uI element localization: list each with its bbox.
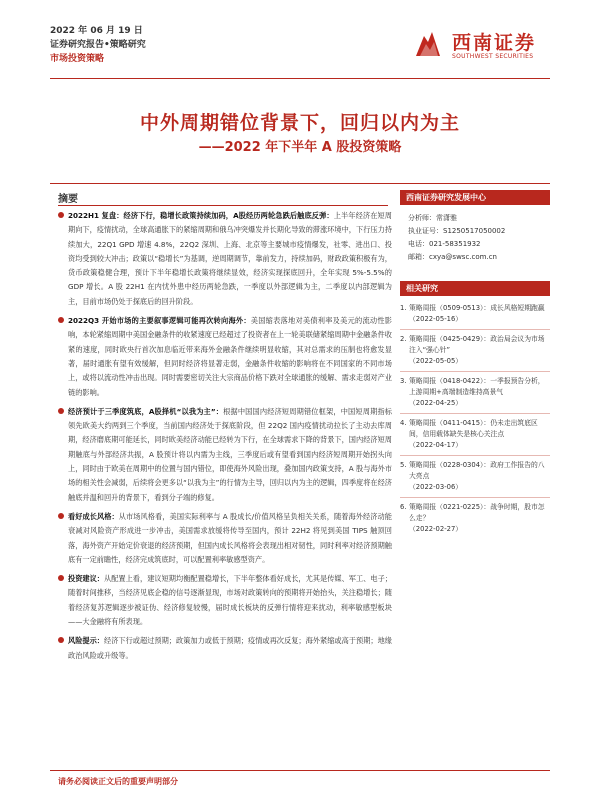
bullet-lead: 2022H1 复盘：经济下行，稳增长政策持续加码，A股经历两轮急跌后触底反弹：: [68, 211, 334, 220]
related-item-date: （2022-05-16）: [409, 315, 463, 323]
related-item-text: 策略周报（0425-0429）：政治局会议为市场注入“强心针”: [409, 335, 545, 354]
related-item-date: （2022-03-06）: [409, 483, 463, 491]
related-item-date: （2022-04-25）: [409, 399, 463, 407]
bullet-body: 从市场风格看，美国实际利率与 A 股成长/价值风格呈负相关关系，随着海外经济动能衰减对风险资产形成进一步冲击，美国需求放缓将传导至国内，预计 22H2 将见到美国 TIPS 触顶回落，海外资产开始定价衰退的经济预期，但国内成长风格将会表现出相对韧性，同时利率对经济预期触底有一定前瞻性，经济完成筑底时，可以配置利率敏感型资产。: [68, 511, 392, 564]
related-divider: [400, 455, 550, 456]
bullet-body: 从配置上看，建议短期均衡配置稳增长，下半年整体看好成长，尤其是传媒、军工、电子；随着时间推移，当经济见底企稳的信号逐渐显现，市场对政策转向的预期将开始抬头，关注稳增长；随着经济复苏逻辑逐步被证伪、经济修复较慢，届时成长板块的反弹行情将迎来扰动，利率敏感型板块——大金融将有所表现。: [68, 574, 392, 627]
abstract-bullet: [58, 510, 392, 567]
analyst-license: 执业证号：S1250517050002: [408, 227, 506, 235]
analyst-panel: [400, 190, 550, 264]
related-item[interactable]: [400, 376, 550, 409]
analyst-phone: 电话：021-58351932: [408, 240, 481, 248]
logo-emblem-icon: [410, 26, 446, 62]
abstract-bullet: [58, 405, 392, 505]
abstract-bullets: [58, 209, 392, 668]
related-title: 相关研究: [400, 281, 550, 296]
report-title: 中外周期错位背景下，回归以内为主: [139, 112, 460, 134]
related-item-number: 6.: [400, 503, 407, 511]
related-divider: [400, 329, 550, 330]
bullet-body: 经济下行或超过预期；政策加力或低于预期；疫情或再次反复；海外紧缩或高于预期；地缘政治风险或升级等。: [68, 636, 392, 660]
title-divider: [50, 183, 550, 184]
related-item-number: 2.: [400, 335, 407, 343]
analyst-email: 邮箱：cxya@swsc.com.cn: [408, 253, 497, 261]
abstract-bullet: [58, 634, 392, 663]
related-item-text: 策略周报（0221-0225）：战争时期，股市怎么走？: [409, 503, 545, 522]
abstract-bullet: [58, 572, 392, 629]
bullet-dot-icon: [58, 637, 64, 643]
company-logo: [410, 24, 560, 68]
report-date: 2022 年 06 月 19 日: [50, 26, 143, 36]
abstract-divider: [58, 205, 388, 206]
related-item[interactable]: [400, 418, 550, 451]
bullet-lead: 看好成长风格：: [68, 511, 119, 521]
logo-en-text: SOUTHWEST SECURITIES: [452, 53, 534, 60]
related-item-text: 策略周报（0509-0513）：成长风格短期跑赢: [409, 304, 545, 312]
related-item[interactable]: [400, 460, 550, 493]
footer-disclaimer: 请务必阅读正文后的重要声明部分: [58, 777, 178, 786]
related-item-text: 策略周报（0228-0304）：政府工作报告的八大亮点: [409, 461, 545, 480]
related-item-number: 1.: [400, 304, 407, 312]
related-item-text: 策略周报（0418-0422）：一季报预告分析，上游周期+高端制造维持高景气: [409, 377, 545, 396]
related-item-date: （2022-02-27）: [409, 525, 463, 533]
bullet-lead: 投资建议：: [68, 574, 104, 584]
bullet-dot-icon: [58, 513, 64, 519]
abstract-bullet: [58, 314, 392, 400]
abstract-heading: 摘要: [58, 194, 78, 205]
bullet-dot-icon: [58, 408, 64, 414]
related-divider: [400, 413, 550, 414]
related-item-number: 3.: [400, 377, 407, 385]
related-item-date: （2022-05-05）: [409, 357, 463, 365]
related-item-date: （2022-04-17）: [409, 441, 463, 449]
header-divider: [50, 78, 550, 79]
bullet-lead: 风险提示：: [68, 636, 104, 646]
abstract-bullet: [58, 209, 392, 309]
bullet-body: 根据中国国内经济短周期错位框架，中国短周期指标领先欧美大约两到三个季度，当前国内经济处于探底阶段，但 22Q2 国内疫情扰动拉长了主动去库周期，经济磨底期可能延长，同时欧美经济动能已经转为下行，在全球需求下降的背景下，国内经济短周期触底与外部经济共振，A 股预计将以内需为主线，三季度后或有望看到国内经济短周期开始拐头向上，同时由于欧美在周期中的位置与国内错位，即使海外风险出现，叠加国内政策支持，A 股与海外市场的相关性会减弱，后续将会更多以“以我为主”的行情为主导，回归以内为主的逻辑，四季度将在经济触底并温和回升的背景下，看到分子端的修复。: [68, 406, 392, 502]
related-item-number: 4.: [400, 419, 407, 427]
bullet-dot-icon: [58, 575, 64, 581]
logo-cn-text: 西南证券: [452, 32, 537, 54]
related-item[interactable]: [400, 334, 550, 367]
dept-title: 西南证券研究发展中心: [400, 190, 550, 205]
related-item-text: 策略周报（0411-0415）：仍未走出筑底区间，信用载体缺失是核心关注点: [409, 419, 538, 438]
report-category: 市场投资策略: [50, 54, 105, 64]
report-header: [50, 24, 146, 66]
related-divider: [400, 497, 550, 498]
bullet-body: 美国缩表落地对美债利率及美元的流动性影响，本轮紧缩周期中美国金融条件的收紧速度已经超过了投资者在上一轮美联储紧缩周期中金融条件收紧的速度，同时欧央行首次加息临近带来海外金融条件继续明显收缩，其对总需求的压制也将愈发显著，届时通胀有望有效缓解，但同时经济将显著走弱，金融条件收缩的影响将在不同国家的不同市场上，或将以流动性冲击出现。同时需要密切关注大宗商品价格下跌对全球通胀的缓解、需求走弱对产业链的影响。: [68, 316, 392, 397]
related-item[interactable]: [400, 303, 550, 325]
report-subtitle: ——2022 年下半年 A 股投资策略: [198, 140, 402, 155]
related-item[interactable]: [400, 502, 550, 535]
related-item-number: 5.: [400, 461, 407, 469]
report-type: 证券研究报告•策略研究: [50, 40, 146, 50]
related-research-panel: [400, 281, 550, 539]
analyst-name: 分析师：常潇雅: [408, 214, 457, 222]
bullet-lead: 2022Q3 开始市场的主要叙事逻辑可能再次转向海外：: [68, 316, 251, 326]
bullet-dot-icon: [58, 212, 64, 218]
bullet-dot-icon: [58, 317, 64, 323]
bullet-lead: 经济预计于三季度筑底，A股择机“以我为主”：: [68, 406, 224, 416]
footer-divider: [50, 770, 550, 771]
related-divider: [400, 371, 550, 372]
bullet-body: 上半年经济在短周期向下，疫情扰动，全球高通胀下的紧缩周期和俄乌冲突爆发并长期化导致的滞涨环境中，下行压力持续加大，22Q1 GPD 增速 4.8%，22Q2 深圳、上海、北京等主要城市疫情爆发，社零、进出口、投资均受到较大冲击；政策以“稳增长”为基调，逆周期调节，靠前发力，持续加码，财政政策积极有为，货币政策稳健合理，预计下半年稳增长政策将继续显效，经济实现探底回升，全年实现 5%-5.5%的 GDP 增长。A 股 22H1 在内忧外患中经历两轮急跌，一季度以外部逻辑为主，二季度以内部逻辑为主，目前市场仍处于探底后的回升阶段。: [68, 211, 392, 306]
